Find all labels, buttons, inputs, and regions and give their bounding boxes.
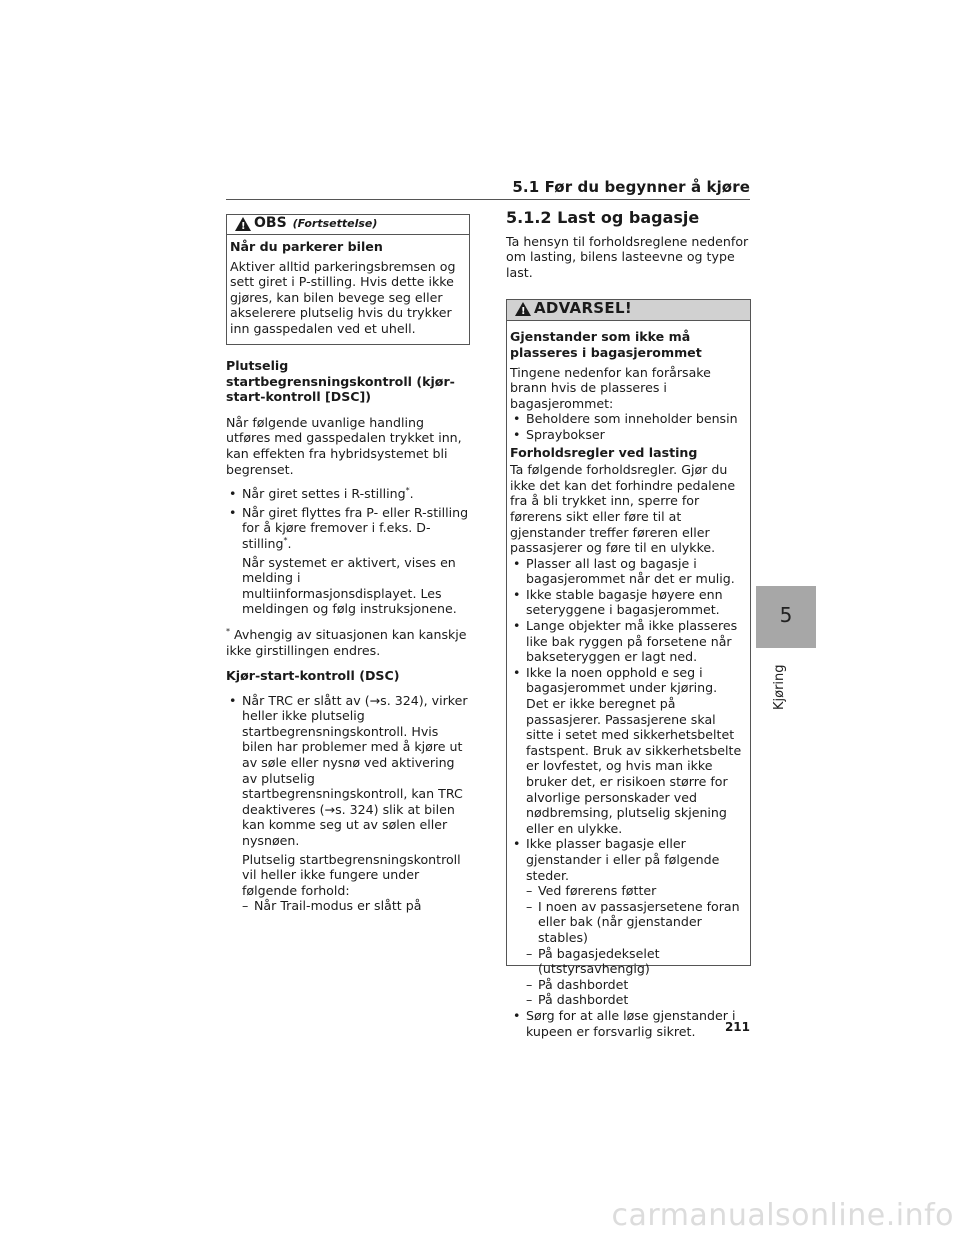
ksk-heading: Kjør-start-kontroll (DSC) <box>226 668 400 684</box>
dsc-note: Når systemet er aktivert, vises en melding i multiinformasjonsdisplayet. Les meldingen og følg instruksjonene. <box>242 554 457 617</box>
list-item: – På bagasjedekselet (utstyrsavhengig) <box>510 946 746 977</box>
ksk-note: Plutselig startbegrensningskontroll vil heller ikke fungere under følgende forhold: <box>242 851 461 898</box>
warning-heading: Gjenstander som ikke må plasseres i bagasjerommet <box>510 329 702 360</box>
list-item: • Når giret flyttes fra P- eller R-stilling for å kjøre fremover i f.eks. D-stilling*. <box>226 505 470 552</box>
list-item: • Beholdere som inneholder bensin <box>510 411 746 427</box>
list-item: – I noen av passasjersetene foran eller bak (når gjenstander stables) <box>510 899 746 946</box>
dsc-heading: Plutselig startbegrensningskontroll (kjør-start-kontroll [DSC]) <box>226 358 455 405</box>
obs-continued: (Fortsettelse) <box>292 216 378 230</box>
section-intro: Ta hensyn til forholdsreglene nedenfor om lasting, bilens lasteevne og type last. <box>506 233 749 280</box>
list-item: – På dashbordet <box>510 977 746 993</box>
section-header: 5.1 Før du begynner å kjøre <box>512 178 750 196</box>
list-item: • Når TRC er slått av (→s. 324), virker heller ikke plutselig startbegrensningskontroll. Hvis bilen har problemer med å kjøre ut av søle eller nysnø ved aktivering av plutselig startbegrensningskontroll, kan TRC deaktiveres (→s. 324) slik at bilen kan komme seg ut av sølen eller nysnøen. <box>226 693 470 849</box>
list-item: • Lange objekter må ikke plasseres like bak ryggen på forsetene når bakseteryggen er lagt ned. <box>510 618 746 665</box>
obs-text: Aktiver alltid parkeringsbremsen og sett giret i P-stilling. Hvis dette ikke gjøres, kan bilen bevege seg eller akselerere plutselig hvis du trykker inn gasspedalen ved et uhell. <box>230 258 456 336</box>
dsc-intro: Når følgende uvanlige handling utføres med gasspedalen trykket inn, kan effekten fra hybridsystemet bli begrenset. <box>226 414 462 477</box>
obs-title: OBS <box>254 214 287 231</box>
obs-box <box>226 214 470 345</box>
list-item: • Spraybokser <box>510 427 746 443</box>
warning-title: ADVARSEL! <box>534 299 632 318</box>
footnote: * Avhengig av situasjonen kan kanskje ikke girstillingen endres. <box>226 626 467 658</box>
left-column <box>226 214 470 914</box>
warning-triangle-icon <box>515 302 531 316</box>
list-item: – På dashbordet <box>510 992 746 1008</box>
warning-triangle-icon <box>235 217 251 231</box>
watermark: carmanualsonline.info <box>611 1198 954 1233</box>
list-item: • Ikke la noen opphold e seg i bagasjerommet under kjøring. <box>510 665 746 696</box>
list-item: • Når giret settes i R-stilling*. <box>226 486 470 502</box>
list-item: – Ved førerens føtter <box>510 883 746 899</box>
warning-text: Tingene nedenfor kan forårsake brann hvis de plasseres i bagasjerommet: <box>510 364 711 411</box>
list-item: • Ikke plasser bagasje eller gjenstander i eller på følgende steder. <box>510 836 746 883</box>
warning-text: Ta følgende forholdsregler. Gjør du ikke det kan det forhindre pedalene fra å bli trykket inn, sperre for førerens sikt eller føre til at gjenstander treffer føreren eller passasjerer og føre til en ulykke. <box>510 462 736 556</box>
warning-note: Det er ikke beregnet på passasjerer. Passasjerene skal sitte i setet med sikkerhetsbeltet fastspent. Bruk av sikkerhetsbelte er lovfestet, og hvis man ikke bruker det, er risikoen større for alvorlige personskader ved nødbremsing, plutselig skjening eller en ulykke. <box>526 696 742 836</box>
list-item: • Ikke stable bagasje høyere enn seteryggene i bagasjerommet. <box>510 587 746 618</box>
obs-box-header <box>227 215 469 235</box>
warning-box-header <box>507 300 750 321</box>
header-rule <box>226 199 750 200</box>
page-number: 211 <box>724 1020 750 1034</box>
list-item: – Når Trail-modus er slått på <box>226 898 470 914</box>
obs-heading: Når du parkerer bilen <box>230 239 383 254</box>
list-item: • Plasser all last og bagasje i bagasjerommet når det er mulig. <box>510 556 746 587</box>
list-item: • Sørg for at alle løse gjenstander i kupeen er forsvarlig sikret. <box>510 1008 746 1039</box>
section-heading: 5.1.2 Last og bagasje <box>506 208 700 227</box>
chapter-number: 5 <box>779 603 793 627</box>
chapter-label: Kjøring <box>772 664 787 710</box>
warning-heading: Forholdsregler ved lasting <box>510 444 698 460</box>
